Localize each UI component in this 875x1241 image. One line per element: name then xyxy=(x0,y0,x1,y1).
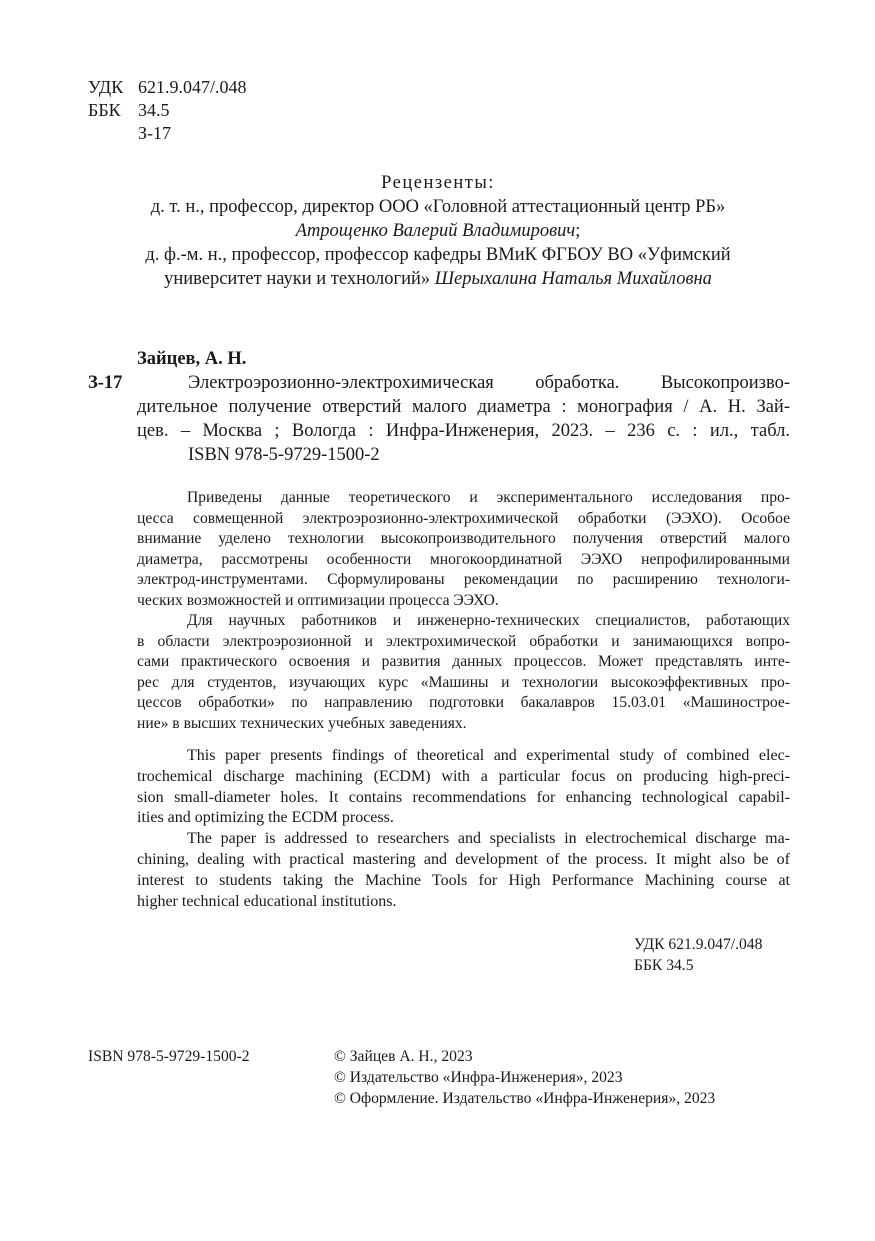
biblio-line: дительное получение отверстий малого диаметра : монография / А. Н. Зай- xyxy=(137,397,790,417)
abstract-en-paragraph-1 xyxy=(137,746,790,829)
abstract-en xyxy=(137,746,790,912)
bbk-footer: ББК 34.5 xyxy=(634,957,694,974)
abstract-ru-paragraph-1 xyxy=(137,488,790,611)
reviewers-block xyxy=(60,171,816,291)
biblio-author: Зайцев, А. Н. xyxy=(137,349,247,369)
udk-row xyxy=(88,76,247,99)
abstract-line: interest to students taking the Machine Tools for High Performance Machining course at xyxy=(137,871,790,889)
abstract-line: The paper is addressed to researchers and specialists in electrochemical discharge ma- xyxy=(187,830,790,848)
abstract-line: ities and optimizing the ECDM process. xyxy=(137,809,394,827)
author-mark: З-17 xyxy=(138,123,172,143)
reviewer-2-position: д. ф.-м. н., профессор, профессор кафедры ВМиК ФГБОУ ВО «Уфимский xyxy=(145,245,731,265)
abstract-line: trochemical discharge machining (ECDM) with a particular focus on producing high-preci- xyxy=(137,767,790,785)
reviewer-1-name-line xyxy=(60,219,816,243)
abstract-ru-paragraph-2 xyxy=(137,611,790,734)
abstract-line: ческих возможностей и оптимизации процесса ЭЭХО. xyxy=(137,591,499,609)
biblio-code: З-17 xyxy=(88,373,123,393)
reviewer-separator: ; xyxy=(575,221,581,241)
biblio-isbn: ISBN 978-5-9729-1500-2 xyxy=(188,445,380,465)
abstract-line: chining, dealing with practical mastering and development of the process. It might also be of xyxy=(137,850,790,868)
udk-header-block xyxy=(88,76,247,145)
abstract-line: диаметра, рассмотрены особенности многокоординатной ЭЭХО непрофилированными xyxy=(137,550,790,568)
abstract-line: ние» в высших технических учебных заведениях. xyxy=(137,714,467,732)
copyright-publisher: © Издательство «Инфра-Инженерия», 2023 xyxy=(334,1069,623,1086)
udk-footer-block xyxy=(634,934,762,976)
biblio-line: цев. – Москва ; Вологда : Инфра-Инженерия, 2023. – 236 с. : ил., табл. xyxy=(137,421,790,441)
reviewer-2-name-line xyxy=(60,267,816,291)
abstract-line: сами практического освоения и развития данных процессов. Может представлять инте- xyxy=(137,653,790,670)
biblio-description xyxy=(137,371,790,443)
udk-footer: УДК 621.9.047/.048 xyxy=(634,936,763,953)
reviewer-1-position: д. т. н., профессор, директор ООО «Головной аттестационный центр РБ» xyxy=(150,197,726,217)
bbk-value: 34.5 xyxy=(138,100,170,120)
isbn-footer: ISBN 978-5-9729-1500-2 xyxy=(88,1048,250,1065)
udk-label: УДК xyxy=(88,77,124,97)
reviewers-title: Рецензенты: xyxy=(381,173,495,193)
abstract-line: sion small-diameter holes. It contains recommendations for enhancing technological capabil- xyxy=(137,788,790,806)
abstract-ru xyxy=(137,488,790,734)
copyright-author: © Зайцев А. Н., 2023 xyxy=(334,1048,473,1065)
abstract-line: в области электроэрозионной и электрохимической обработки и занимающихся вопро- xyxy=(137,632,790,650)
abstract-line: внимание уделено технологии высокопроизводительного получения отверстий малого xyxy=(137,530,790,547)
bbk-label: ББК xyxy=(88,100,121,120)
abstract-line: рес для студентов, изучающих курс «Машины и технологии высокоэффективных про- xyxy=(137,673,790,691)
copyright-design: © Оформление. Издательство «Инфра-Инженерия», 2023 xyxy=(334,1090,716,1107)
reviewer-2-affiliation: университет науки и технологий» xyxy=(164,269,431,289)
bbk-row xyxy=(88,99,247,122)
bibliographic-record xyxy=(88,347,790,467)
abstract-line: Приведены данные теоретического и экспериментального исследования про- xyxy=(187,489,790,506)
biblio-entry xyxy=(88,371,790,443)
abstract-line: цессов обработки» по направлению подготовки бакалавров 15.03.01 «Машинострое- xyxy=(137,694,790,711)
abstract-line: электрод-инструментами. Сформулированы рекомендации по расширению технологи- xyxy=(137,571,790,588)
reviewer-2-name: Шерыхалина Наталья Михайловна xyxy=(434,269,712,289)
abstract-en-paragraph-2 xyxy=(137,829,790,912)
copyright-block xyxy=(334,1046,715,1109)
udk-value: 621.9.047/.048 xyxy=(138,77,247,97)
biblio-line: Электроэрозионно-электрохимическая обработка. Высокопроизво- xyxy=(188,373,790,393)
abstract-line: цесса совмещенной электроэрозионно-электрохимической обработки (ЭЭХО). Особое xyxy=(137,509,790,527)
abstract-line: higher technical educational institutions. xyxy=(137,892,397,910)
abstract-line: This paper presents findings of theoretical and experimental study of combined elec- xyxy=(187,747,790,764)
reviewer-1-name: Атрощенко Валерий Владимирович xyxy=(295,221,576,241)
abstract-line: Для научных работников и инженерно-технических специалистов, работающих xyxy=(187,612,790,629)
